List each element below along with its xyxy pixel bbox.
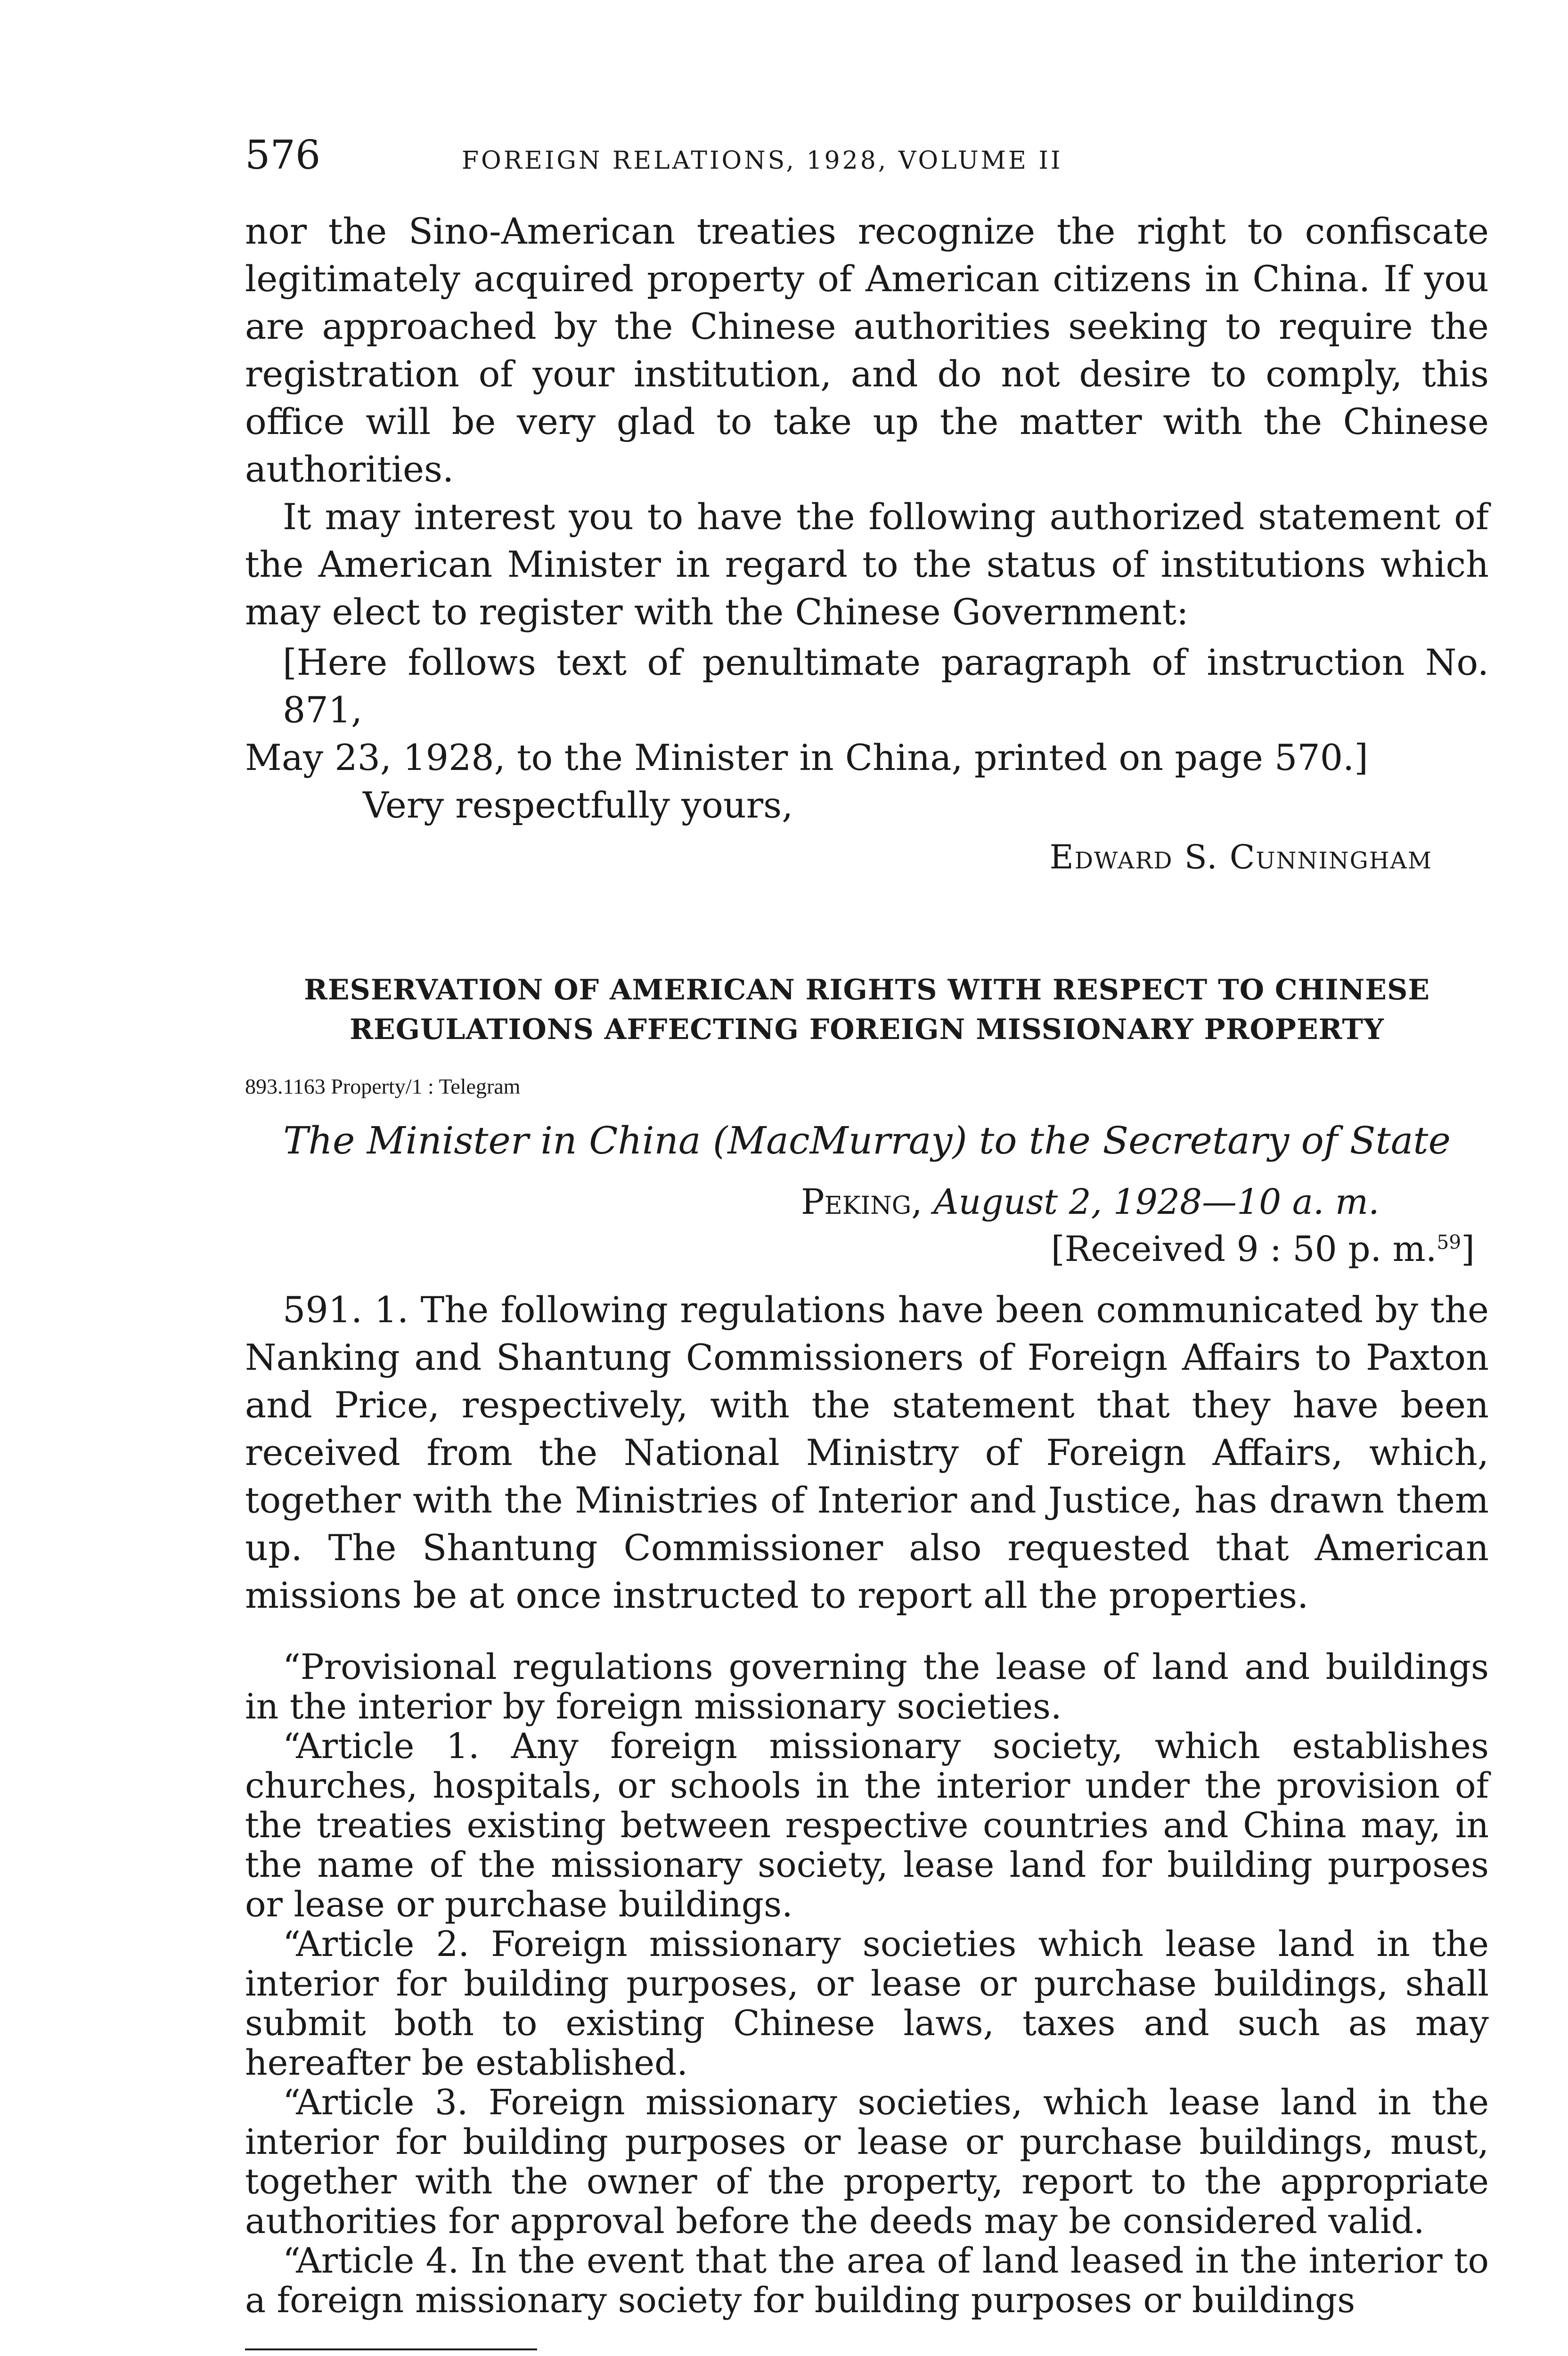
section-heading-line-2: REGULATIONS AFFECTING FOREIGN MISSIONARY PROPERTY <box>350 1013 1384 1046</box>
article-2: “Article 2. Foreign missionary societies which lease land in the interior for building purposes, or lease or purchase buildings, shall submit both to existing Chinese laws, taxes and such as may hereafter be established. <box>245 1924 1489 2083</box>
letter-closing: Very respectfully yours, <box>363 784 793 826</box>
regulations-intro: “Provisional regulations governing the lease of land and buildings in the interior by foreign missionary societies. <box>245 1647 1489 1727</box>
dateline <box>801 1178 1489 1226</box>
footnote-divider <box>245 2348 537 2350</box>
document-title: The Minister in China (MacMurray) to the Secretary of State <box>283 1119 1451 1162</box>
file-reference: 893.1163 Property/1 : Telegram <box>245 1074 521 1098</box>
letter-paragraph-2: It may interest you to have the following authorized statement of the American Minister in regard to the status of institutions which may elect to register with the Chinese Government: <box>245 496 1489 633</box>
section-heading-line-1: RESERVATION OF AMERICAN RIGHTS WITH RESPECT TO CHINESE <box>303 973 1430 1006</box>
document-page <box>245 132 1489 2356</box>
bracketed-note <box>245 638 1489 781</box>
telegram-paragraph-1: 591. 1. The following regulations have been communicated by the Nanking and Shantung Commissioners of Foreign Affairs to Paxton and Price, respectively, with the statement that they have been received from the National Ministry of Foreign Affairs, which, together with the Ministries of Interior and Justice, has drawn them up. The Shantung Commissioner also requested that American missions be at once instructed to report all the properties. <box>245 1289 1489 1616</box>
section-heading <box>245 970 1489 1049</box>
article-3: “Article 3. Foreign missionary societies, which lease land in the interior for building purposes or lease or purchase buildings, must, together with the owner of the property, report to the appropriate authorities for approval before the deeds may be considered valid. <box>245 2082 1489 2241</box>
footnote-reference: 59 <box>1437 1231 1462 1254</box>
running-title: FOREIGN RELATIONS, 1928, VOLUME II <box>462 147 1063 175</box>
dateline-date: August 2, 1928—10 a. m. <box>933 1182 1380 1222</box>
letter-paragraph-1: nor the Sino-American treaties recognize the right to confiscate legitimately acquired property of American citizens in China. If you are approached by the Chinese authorities seeking to require the registration of your institution, and do not desire to comply, this office will be very glad to take up the matter with the Chinese authorities. <box>245 210 1489 490</box>
received-line <box>245 1226 1489 1273</box>
page-number: 576 <box>245 132 321 178</box>
received-close: ] <box>1461 1229 1475 1269</box>
article-4: “Article 4. In the event that the area of land leased in the interior to a foreign missionary society for building purposes or buildings <box>245 2241 1489 2321</box>
bracketed-note-line-1: [Here follows text of penultimate paragraph of instruction No. 871, <box>283 641 1489 731</box>
bracketed-note-line-2: May 23, 1928, to the Minister in China, printed on page 570.] <box>245 736 1368 778</box>
dateline-place: Peking, <box>801 1182 923 1222</box>
article-1: “Article 1. Any foreign missionary society, which establishes churches, hospitals, or schools in the interior under the provision of the treaties existing between respective countries and China may, in the name of the missionary society, lease land for building purposes or lease or purchase buildings. <box>245 1726 1489 1925</box>
page-header <box>245 132 1489 188</box>
letter-signature: Edward S. Cunningham <box>1049 838 1432 876</box>
received-text: [Received 9 : 50 p. m. <box>1051 1229 1437 1269</box>
